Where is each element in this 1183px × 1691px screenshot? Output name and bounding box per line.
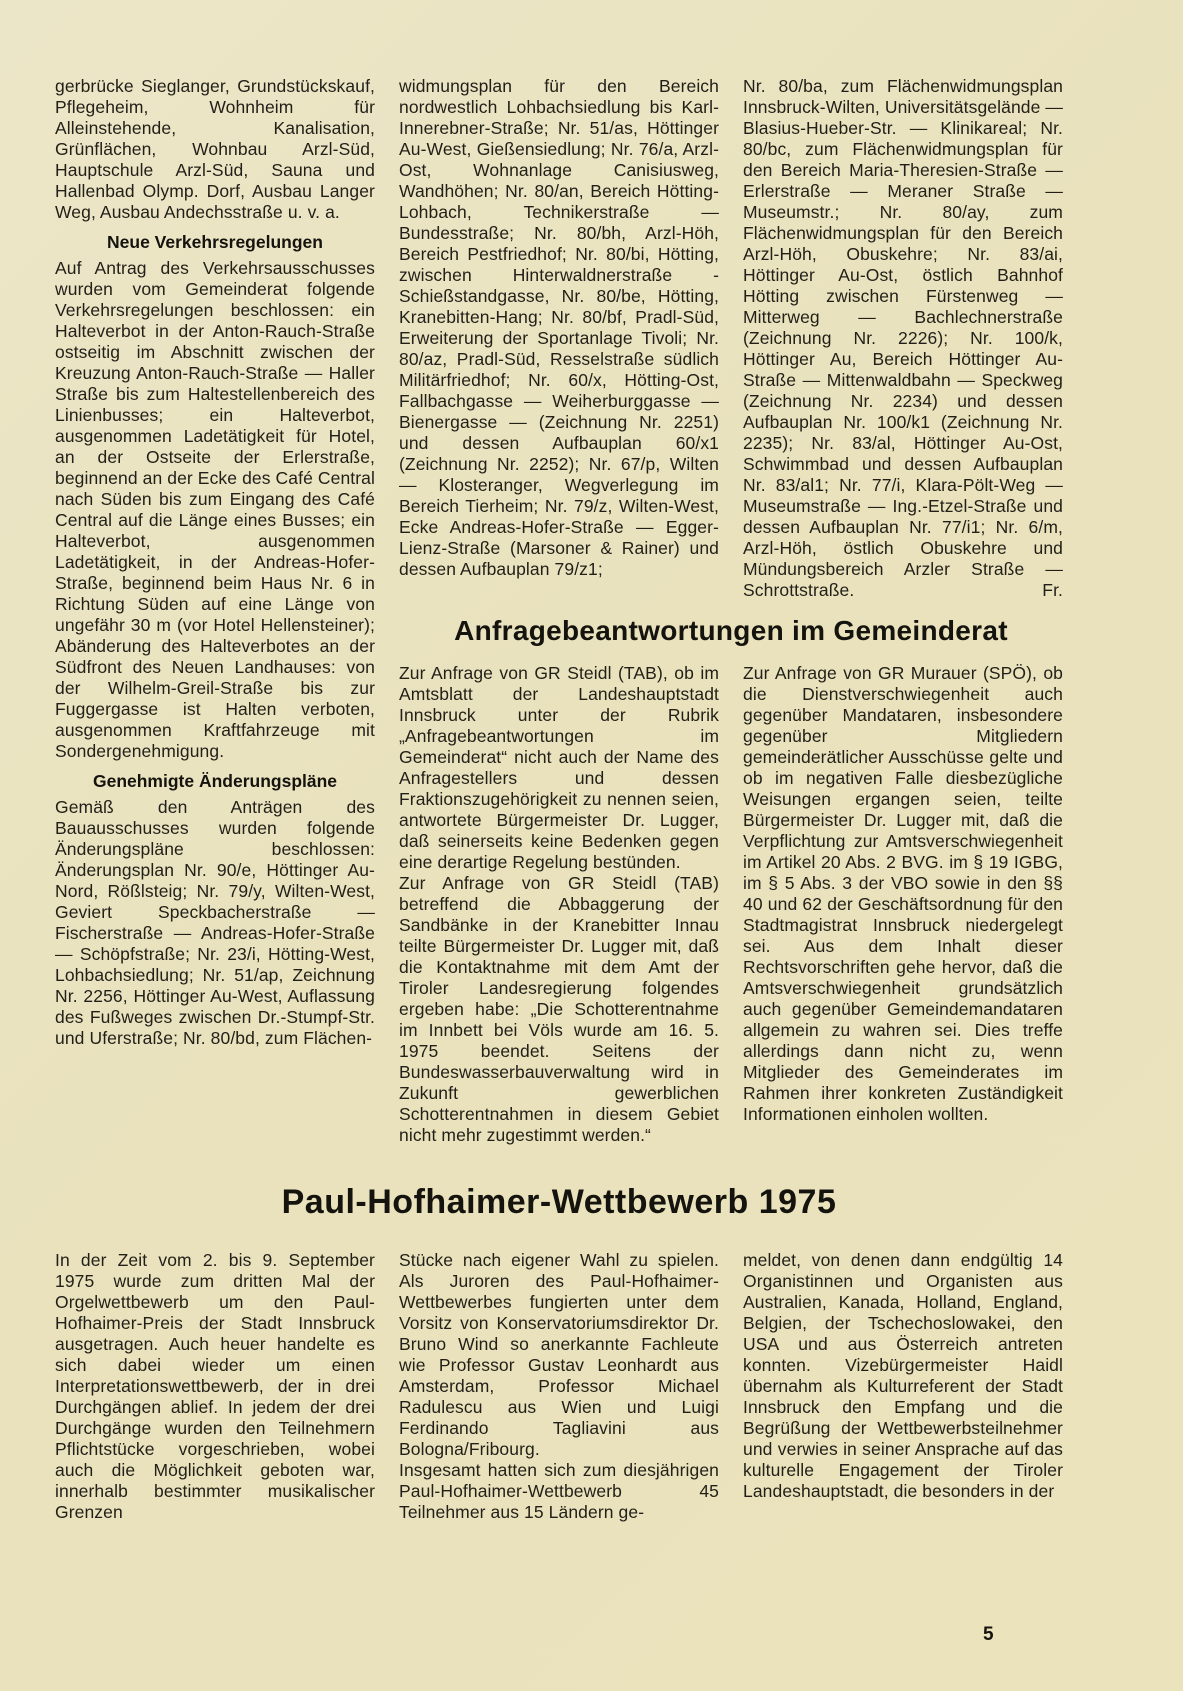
anfrage-column-right — [743, 663, 1063, 1146]
paragraph-verkehrsregelungen: Auf Antrag des Verkehrsausschusses wurden vom Gemeinderat folgende Verkehrsregelungen beschlossen: ein Halteverbot in der Anton-Rauch-Straße ostseitig im Abschnitt zwischen der Kreuzung Anton-Rauch-Straße — Haller Straße bis zum Haltestellenbereich des Linienbusses; ein Halteverbot, ausgenommen Ladetätigkeit für Hotel, an der Ostseite der Erlerstraße, beginnend an der Ecke des Café Central nach Süden bis zum Eingang des Café Central auf die Länge eines Busses; ein Halteverbot, ausgenommen Ladetätigkeit, in der Andreas-Hofer-Straße, beginnend beim Haus Nr. 6 in Richtung Süden auf eine Länge von ungefähr 30 m (vor Hotel Hellensteiner); Abänderung des Halteverbotes an der Südfront des Neuen Landhauses: von der Wilhelm-Greil-Straße bis zur Fuggergasse ist Halten verboten, ausgenommen Kraftfahrzeuge mit Sondergenehmigung. — [55, 258, 375, 761]
paragraph-wettbewerb-teilnehmer: Insgesamt hatten sich zum diesjährigen Paul-Hofhaimer-Wettbewerb 45 Teilnehmer aus 15 Ländern ge- — [399, 1460, 719, 1522]
subheading-genehmigte-aenderungsplaene: Genehmigte Änderungspläne — [92, 771, 338, 791]
section-heading-anfragebeantwortungen: Anfragebeantwortungen im Gemeinderat — [454, 615, 1008, 646]
anfrage-column-left — [399, 663, 719, 1146]
author-initials: Fr. — [1042, 580, 1063, 600]
wettbewerb-columns — [55, 1250, 1063, 1523]
article-heading-paul-hofhaimer: Paul-Hofhaimer-Wettbewerb 1975 — [281, 1183, 837, 1221]
paragraph-wettbewerb-intro: In der Zeit vom 2. bis 9. September 1975 wurde zum dritten Mal der Orgelwettbewerb um den Paul-Hofhaimer-Preis der Stadt Innsbruck ausgetragen. Auch heuer handelte es sich dabei wieder um einen Interpretationswettbewerb, der in drei Durchgängen ablief. In jedem der drei Durchgänge wurden den Teilnehmern Pflichtstücke vorgeschrieben, wobei auch die Möglichkeit geboten war, innerhalb bestimmter musikalischer Grenzen — [55, 1250, 375, 1522]
paragraph-continuation: gerbrücke Sieglanger, Grundstückskauf, Pflegeheim, Wohnheim für Alleinstehende, Kanalisation, Grünflächen, Wohnbau Arzl-Süd, Hauptschule Arzl-Süd, Sauna und Hallenbad Olymp. Dorf, Ausbau Langer Weg, Ausbau Andechsstraße u. v. a. — [55, 76, 375, 222]
column-right — [743, 76, 1063, 601]
column-middle — [399, 76, 719, 601]
right-columns-area — [399, 76, 1063, 1146]
page-number: 5 — [983, 1624, 994, 1645]
wettbewerb-column-left — [55, 1250, 375, 1523]
plans-columns — [399, 76, 1063, 601]
paragraph-wettbewerb-laender: meldet, von denen dann endgültig 14 Organistinnen und Organisten aus Australien, Kanada, Holland, England, Belgien, der Tschechoslowakei, den USA und aus Österreich antreten konnten. Vizebürgermeister Haidl übernahm als Kulturreferent der Stadt Innsbruck den Empfang und die Begrüßung der Wettbewerbsteilnehmer und verwies in seiner Ansprache auf das kulturelle Engagement der Tiroler Landeshauptstadt, die besonders in der — [743, 1250, 1063, 1501]
anfrage-columns — [399, 663, 1063, 1146]
paragraph-widmungsplaene: widmungsplan für den Bereich nordwestlich Lohbachsiedlung bis Karl-Innerebner-Straße; Nr. 51/as, Höttinger Au-West, Gießensiedlung; Nr. 76/a, Arzl-Ost, Wohnanlage Canisiusweg, Wandhöhen; Nr. 80/an, Bereich Hötting-Lohbach, Technikerstraße — Bundesstraße; Nr. 80/bh, Arzl-Höh, Bereich Pestfriedhof; Nr. 80/bi, Hötting, zwischen Hinterwaldnerstraße - Schießstandgasse, Nr. 80/be, Hötting, Kranebitten-Hang; Nr. 80/bf, Pradl-Süd, Erweiterung der Sportanlage Tivoli; Nr. 80/az, Pradl-Süd, Resselstraße südlich Militärfriedhof; Nr. 60/x, Hötting-Ost, Fallbachgasse — Weiherburggasse — Bienergasse — (Zeichnung Nr. 2251) und dessen Aufbauplan 60/x1 (Zeichnung Nr. 2252); Nr. 67/p, Wilten — Klosteranger, Wegverlegung im Bereich Tierheim; Nr. 79/z, Wilten-West, Ecke Andreas-Hofer-Straße — Egger-Lienz-Straße (Marsoner & Rainer) und dessen Aufbauplan 79/z1; — [399, 76, 719, 579]
paragraph-flaechenwidmungsplaene — [743, 76, 1063, 601]
paragraph-wettbewerb-juroren: Stücke nach eigener Wahl zu spielen. Als Juroren des Paul-Hofhaimer-Wettbewerbes fungierten unter dem Vorsitz von Konservatoriumsdirektor Dr. Bruno Wind so anerkannte Fachleute wie Professor Gustav Leonhardt aus Amsterdam, Professor Michael Radulescu aus Wien und Luigi Ferdinando Tagliavini aus Bologna/Fribourg. — [399, 1250, 719, 1459]
top-section — [55, 76, 1063, 1146]
paragraph-text: Nr. 80/ba, zum Flächenwidmungsplan Innsbruck-Wilten, Universitätsgelände — Blasius-Hueber-Str. — Klinikareal; Nr. 80/bc, zum Flächenwidmungsplan für den Bereich Maria-Theresien-Straße — Erlerstraße — Meraner Straße — Museumstr.; Nr. 80/ay, zum Flächenwidmungsplan für den Bereich Arzl-Höh, Obuskehre; Nr. 83/ai, Höttinger Au-Ost, östlich Bahnhof Hötting zwischen Fürstenweg — Mitterweg — Bachlechnerstraße (Zeichnung Nr. 2226); Nr. 100/k, Höttinger Au, Bereich Höttinger Au-Straße — Mittenwaldbahn — Speckweg (Zeichnung Nr. 2234) und dessen Aufbauplan Nr. 100/k1 (Zeichnung Nr. 2235); Nr. 83/al, Höttinger Au-Ost, Schwimmbad und dessen Aufbauplan Nr. 83/al1; Nr. 77/i, Klara-Pölt-Weg — Museumstraße — Ing.-Etzel-Straße und dessen Aufbauplan Nr. 77/i1; Nr. 6/m, Arzl-Höh, östlich Obuskehre und Mündungsbereich Arzler Straße — Schrottstraße. — [743, 76, 1064, 600]
subheading-neue-verkehrsregelungen: Neue Verkehrsregelungen — [107, 232, 323, 252]
wettbewerb-column-right — [743, 1250, 1063, 1523]
paragraph-anfrage-steidl-sandbaenke: Zur Anfrage von GR Steidl (TAB) betreffend die Abbaggerung der Sandbänke in der Kranebitter Innau teilte Bürgermeister Dr. Lugger mit, daß die Kontaktnahme mit dem Amt der Tiroler Landesregierung folgendes ergeben habe: „Die Schotterentnahme im Innbett bei Völs wurde am 16. 5. 1975 beendet. Seitens der Bundeswasserbauverwaltung wird in Zukunft gewerblichen Schotterentnahmen in diesem Gebiet nicht mehr zugestimmt werden.“ — [399, 873, 719, 1145]
paragraph-aenderungsplaene: Gemäß den Anträgen des Bauausschusses wurden folgende Änderungspläne beschlossen: Änderungsplan Nr. 90/e, Höttinger Au-Nord, Rößlsteig; Nr. 79/y, Wilten-West, Geviert Speckbacherstraße — Fischerstraße — Andreas-Hofer-Straße — Schöpfstraße; Nr. 23/i, Hötting-West, Lohbachsiedlung; Nr. 51/ap, Zeichnung Nr. 2256, Höttinger Au-West, Auflassung des Fußweges zwischen Dr.-Stumpf-Str. und Uferstraße; Nr. 80/bd, zum Flächen- — [55, 797, 375, 1048]
paragraph-anfrage-steidl-rubrik: Zur Anfrage von GR Steidl (TAB), ob im Amtsblatt der Landeshauptstadt Innsbruck unter der Rubrik „Anfragebeantwortungen im Gemeinderat“ nicht auch der Name des Anfragestellers und dessen Fraktionszugehörigkeit zu nennen seien, antwortete Bürgermeister Dr. Lugger, daß seinerseits keine Bedenken gegen eine derartige Regelung bestünden. — [399, 663, 719, 872]
column-left — [55, 76, 375, 1146]
wettbewerb-column-middle — [399, 1250, 719, 1523]
paragraph-anfrage-murauer: Zur Anfrage von GR Murauer (SPÖ), ob die Dienstverschwiegenheit auch gegenüber Mandataren, insbesondere gegenüber Mitgliedern gemeinderätlicher Ausschüsse gelte und ob im negativen Falle diesbezügliche Weisungen ergangen seien, teilte Bürgermeister Dr. Lugger mit, daß die Verpflichtung zur Amtsverschwiegenheit im Artikel 20 Abs. 2 BVG. im § 19 IGBG, im § 5 Abs. 3 der VBO sowie in den §§ 40 und 62 der Geschäftsordnung für den Stadtmagistrat Innsbruck niedergelegt sei. Aus dem Inhalt dieser Rechtsvorschriften gehe hervor, daß die Amtsverschwiegenheit grundsätzlich auch gegenüber Gemeindemandataren allgemein zu wahren sei. Dies treffe allerdings dann nicht zu, wenn Mitglieder des Gemeinderates im Rahmen ihrer konkreten Zuständigkeit Informationen einholen wollten. — [743, 663, 1063, 1124]
